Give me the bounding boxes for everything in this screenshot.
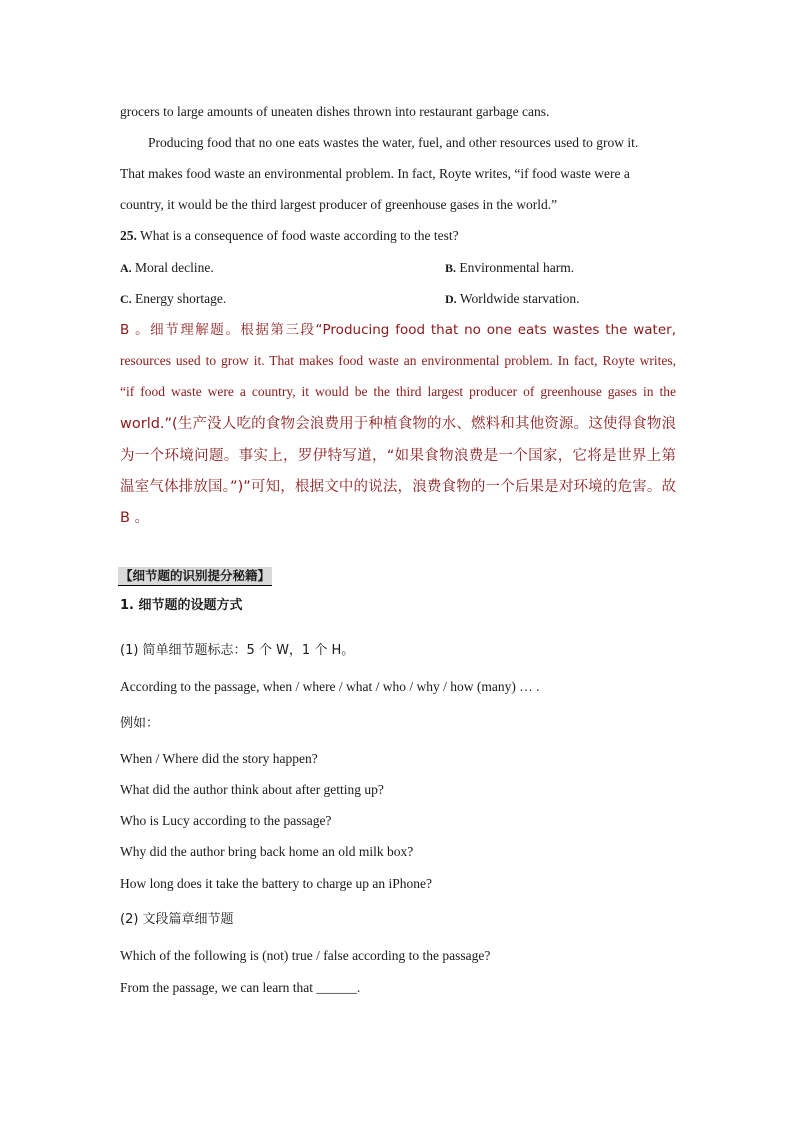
- example-item: How long does it take the battery to charge up an iPhone?: [120, 876, 433, 891]
- example-label: 例如：: [120, 716, 160, 731]
- question-text: What is a consequence of food waste according to the test?: [140, 228, 459, 243]
- answer-line: 温室气体排放国。”)”可知，根据文中的说法，浪费食物的一个后果是对环境的危害。故: [120, 479, 676, 495]
- option-a: [120, 259, 214, 277]
- option-text: Environmental harm.: [459, 260, 575, 275]
- example-item: Why did the author bring back home an old milk box?: [120, 844, 414, 859]
- passage-line: That makes food waste an environmental problem. In fact, Royte writes, “if food waste were a: [120, 166, 630, 181]
- example-item: What did the author think about after getting up?: [120, 782, 384, 797]
- option-letter: D.: [445, 292, 457, 306]
- answer-line: resources used to grow it. That makes food waste an environmental problem. In fact, Royte writes,: [120, 353, 676, 368]
- example-item: Which of the following is (not) true / false according to the passage?: [120, 948, 491, 963]
- option-c: [120, 290, 226, 308]
- example-item: From the passage, we can learn that ______.: [120, 980, 361, 995]
- tips-heading: 1. 细节题的设题方式: [120, 598, 243, 613]
- option-text: Moral decline.: [135, 260, 214, 275]
- tips-subheading: (1) 简单细节题标志：5 个 W，1 个 H。: [120, 643, 355, 658]
- option-b: [445, 259, 574, 277]
- tips-box-title: 【细节题的识别提分秘籍】: [118, 567, 272, 586]
- passage-line: grocers to large amounts of uneaten dishes thrown into restaurant garbage cans.: [120, 104, 550, 119]
- answer-line: 为一个环境问题。事实上，罗伊特写道，“如果食物浪费是一个国家，它将是世界上第: [120, 448, 676, 464]
- option-text: Energy shortage.: [135, 291, 227, 306]
- example-item: When / Where did the story happen?: [120, 751, 318, 766]
- answer-line: “if food waste were a country, it would be the third largest producer of greenhouse gases in the: [120, 384, 676, 399]
- question-number: 25.: [120, 228, 137, 243]
- passage-line: country, it would be the third largest producer of greenhouse gases in the world.”: [120, 197, 558, 212]
- answer-line: B 。细节理解题。根据第三段“Producing food that no one eats wastes the water,: [120, 322, 676, 338]
- tips-pattern: According to the passage, when / where / what / who / why / how (many) … .: [120, 679, 540, 694]
- option-text: Worldwide starvation.: [459, 291, 580, 306]
- option-letter: C.: [120, 292, 132, 306]
- answer-line: world.”(生产没人吃的食物会浪费用于种植食物的水、燃料和其他资源。这使得食物浪: [120, 416, 676, 432]
- tips-subheading: (2) 文段篇章细节题: [120, 912, 234, 927]
- option-letter: A.: [120, 261, 132, 275]
- passage-line: Producing food that no one eats wastes the water, fuel, and other resources used to grow it.: [148, 135, 639, 150]
- option-letter: B.: [445, 261, 457, 275]
- option-d: [445, 290, 579, 308]
- answer-line: B 。: [120, 510, 150, 526]
- question-stem: [120, 227, 680, 245]
- example-item: Who is Lucy according to the passage?: [120, 813, 332, 828]
